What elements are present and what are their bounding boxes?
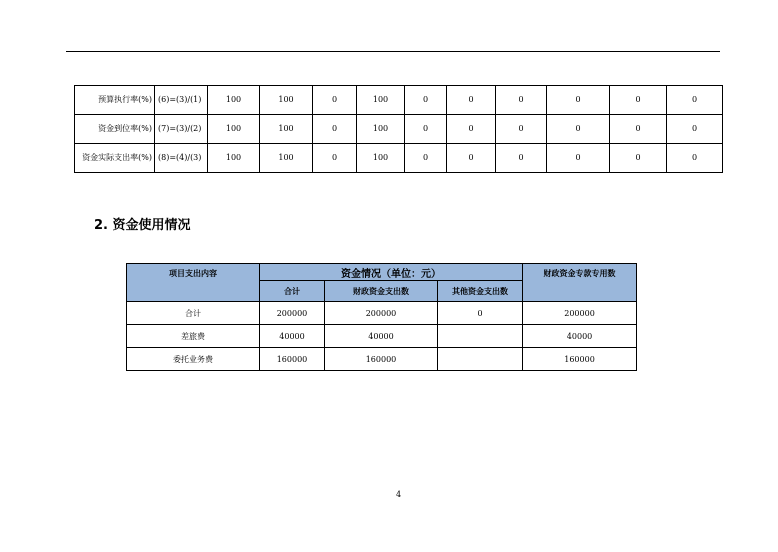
header-rule	[66, 51, 720, 52]
subheader-other-expense: 其他资金支出数	[438, 281, 523, 302]
row-value: 0	[496, 86, 547, 115]
row-formula: (8)=(4)/(3)	[155, 144, 208, 173]
row-value: 0	[610, 144, 667, 173]
row-value: 0	[313, 115, 357, 144]
row-special: 160000	[523, 348, 637, 371]
subheader-fiscal-expense: 财政资金支出数	[325, 281, 438, 302]
row-value: 100	[260, 86, 313, 115]
row-value: 0	[610, 115, 667, 144]
table-row	[75, 115, 723, 144]
row-other	[438, 348, 523, 371]
row-other: 0	[438, 302, 523, 325]
row-special: 200000	[523, 302, 637, 325]
row-value: 0	[447, 144, 496, 173]
fund-usage-table	[126, 263, 637, 371]
row-value: 0	[667, 144, 723, 173]
row-value: 0	[667, 86, 723, 115]
row-value: 0	[405, 115, 447, 144]
budget-rate-table	[74, 85, 723, 173]
row-value: 0	[667, 115, 723, 144]
row-formula: (7)=(3)/(2)	[155, 115, 208, 144]
table-row	[127, 302, 637, 325]
table-row	[127, 325, 637, 348]
row-fiscal: 160000	[325, 348, 438, 371]
header-item: 项目支出内容	[127, 264, 260, 302]
row-fiscal: 40000	[325, 325, 438, 348]
subheader-total: 合计	[260, 281, 325, 302]
row-value: 0	[496, 115, 547, 144]
row-value: 0	[496, 144, 547, 173]
row-value: 100	[357, 86, 405, 115]
table-row	[75, 86, 723, 115]
row-item: 差旅费	[127, 325, 260, 348]
row-value: 100	[357, 115, 405, 144]
row-special: 40000	[523, 325, 637, 348]
row-value: 0	[313, 144, 357, 173]
row-other	[438, 325, 523, 348]
row-item: 合计	[127, 302, 260, 325]
row-total: 200000	[260, 302, 325, 325]
section-title: 2. 资金使用情况	[94, 218, 191, 233]
row-value: 0	[447, 115, 496, 144]
row-value: 100	[260, 144, 313, 173]
row-value: 0	[447, 86, 496, 115]
row-value: 0	[405, 144, 447, 173]
row-value: 100	[260, 115, 313, 144]
header-fund-situation: 资金情况（单位：元）	[260, 264, 523, 281]
row-total: 40000	[260, 325, 325, 348]
row-formula: (6)=(3)/(1)	[155, 86, 208, 115]
row-value: 0	[547, 115, 610, 144]
header-special-fund: 财政资金专款专用数	[523, 264, 637, 302]
row-value: 100	[208, 115, 260, 144]
row-value: 100	[208, 86, 260, 115]
row-value: 0	[547, 144, 610, 173]
row-value: 100	[208, 144, 260, 173]
row-label: 资金到位率(%)	[75, 115, 155, 144]
table-row	[75, 144, 723, 173]
row-value: 0	[610, 86, 667, 115]
table-row	[127, 348, 637, 371]
row-value: 0	[313, 86, 357, 115]
row-total: 160000	[260, 348, 325, 371]
row-item: 委托业务费	[127, 348, 260, 371]
page-number: 4	[396, 490, 402, 499]
row-label: 资金实际支出率(%)	[75, 144, 155, 173]
row-value: 100	[357, 144, 405, 173]
row-value: 0	[405, 86, 447, 115]
row-label: 预算执行率(%)	[75, 86, 155, 115]
row-value: 0	[547, 86, 610, 115]
row-fiscal: 200000	[325, 302, 438, 325]
